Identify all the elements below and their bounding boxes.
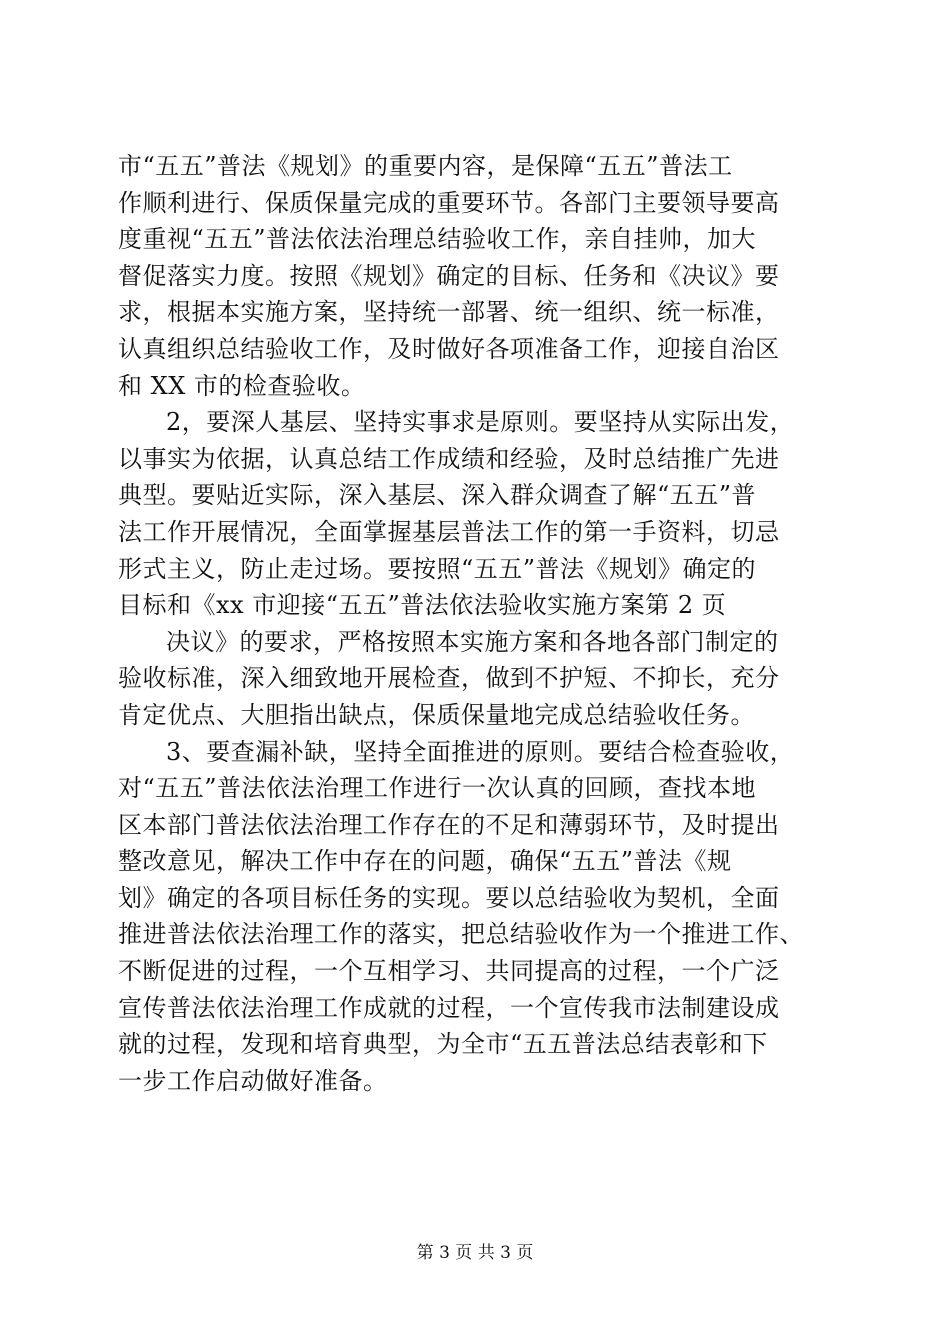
text-line: 决议》的要求，严格按照本实施方案和各地各部门制定的 xyxy=(166,627,779,656)
text-line: 划》确定的各项目标任务的实现。要以总结验收为契机，全面 xyxy=(118,883,780,912)
text-line: 宣传普法依法治理工作成就的过程，一个宣传我市法制建设成 xyxy=(118,993,780,1022)
text-line: 和 XX 市的检查验收。 xyxy=(118,371,366,400)
text-line: 验收标准，深入细致地开展检查，做到不护短、不抑长，充分 xyxy=(118,664,780,693)
text-line: 以事实为依据，认真总结工作成绩和经验，及时总结推广先进 xyxy=(118,444,780,473)
text-line: 一步工作启动做好准备。 xyxy=(118,1066,388,1095)
text-line: 对“五五”普法依法治理工作进行一次认真的回顾，查找本地 xyxy=(118,774,757,803)
text-line: 认真组织总结验收工作，及时做好各项准备工作，迎接自治区 xyxy=(118,334,780,363)
paragraph-start-line: 2，要深人基层、坚持实事求是原则。要坚持从实际出发， xyxy=(166,408,795,437)
text-line: 就的过程，发现和培育典型，为全市“五五普法总结表彰和下 xyxy=(118,1030,768,1059)
text-line: 不断促进的过程，一个互相学习、共同提高的过程，一个广泛 xyxy=(118,957,780,986)
text-line: 市“五五”普法《规划》的重要内容，是保障“五五”普法工 xyxy=(118,152,733,180)
text-line: 目标和《xx 市迎接“五五”普法依法验收实施方案第 2 页 xyxy=(118,591,727,620)
text-line: 推进普法依法治理工作的落实，把总结验收作为一个推进工作、 xyxy=(118,920,804,949)
text-line: 肯定优点、大胆指出缺点，保质保量地完成总结验收任务。 xyxy=(118,700,755,729)
text-line: 法工作开展情况，全面掌握基层普法工作的第一手资料，切忌 xyxy=(118,517,780,546)
text-line: 作顺利进行、保质保量完成的重要环节。各部门主要领导要高 xyxy=(118,188,780,217)
text-line: 求，根据本实施方案，坚持统一部署、统一组织、统一标准， xyxy=(118,298,780,327)
text-line: 区本部门普法依法治理工作存在的不足和薄弱环节，及时提出 xyxy=(118,810,780,839)
paragraph-start-line: 3、要查漏补缺，坚持全面推进的原则。要结合检查验收， xyxy=(166,737,795,766)
document-body xyxy=(118,148,838,1099)
page-number-label: 第 3 页 共 3 页 xyxy=(416,1243,534,1263)
text-line: 形式主义，防止走过场。要按照“五五”普法《规划》确定的 xyxy=(118,554,757,583)
text-line: 典型。要贴近实际，深入基层、深入群众调查了解“五五”普 xyxy=(118,481,757,510)
text-line: 督促落实力度。按照《规划》确定的目标、任务和《决议》要 xyxy=(118,261,780,290)
text-line: 整改意见，解决工作中存在的问题，确保“五五”普法《规 xyxy=(118,847,732,876)
text-line: 度重视“五五”普法依法治理总结验收工作，亲自挂帅，加大 xyxy=(118,225,757,254)
page-footer xyxy=(0,1241,950,1265)
